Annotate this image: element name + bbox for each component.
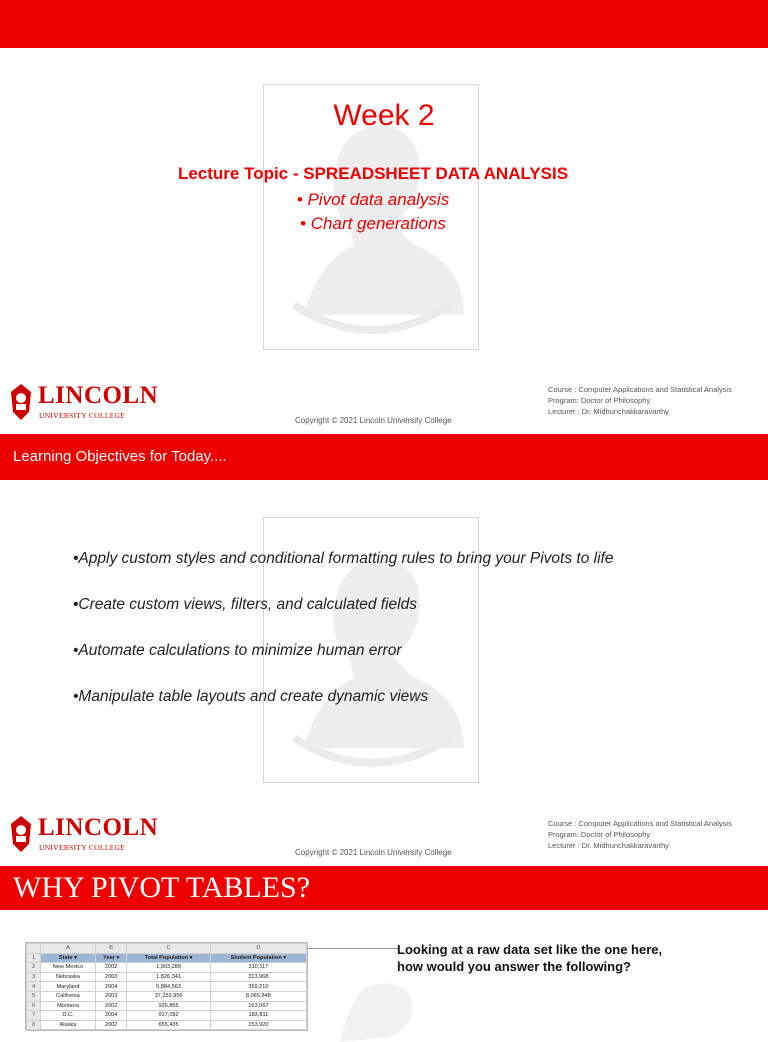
pivot-header-bar (0, 866, 768, 910)
table-row (27, 972, 307, 982)
cell: 313,968 (210, 972, 306, 982)
logo-subtitle: UNIVERSITY COLLEGE (39, 843, 126, 852)
top-red-banner (0, 0, 768, 48)
slide-week-2 (0, 0, 768, 432)
cell: 2003 (95, 972, 127, 982)
program-line: Program: Doctor of Philosophy (548, 830, 651, 839)
column-letter: A (41, 944, 96, 954)
filter-dropdown-icon: ▾ (283, 954, 287, 961)
lincoln-logo (8, 380, 159, 426)
lecture-topic: Lecture Topic - SPREADSHEET DATA ANALYSIS (177, 164, 569, 183)
filter-dropdown-icon: ▾ (74, 954, 77, 961)
copyright: Copyright © 2021 Lincoln University College (295, 848, 452, 857)
logo-wordmark: LINCOLN (38, 814, 159, 841)
program-line: Program: Doctor of Philosophy (548, 396, 651, 405)
objective-item: •Create custom views, filters, and calculated fields (73, 596, 417, 613)
field-header-total-population (127, 953, 210, 963)
lincoln-logo (8, 812, 159, 858)
cell: 926,865 (127, 1001, 210, 1011)
cell: New Mexico (41, 963, 96, 973)
cell: 2002 (95, 1001, 127, 1011)
cell: 183,811 (210, 1011, 306, 1021)
raw-data-spreadsheet (25, 942, 308, 1031)
cell: 8,065,848 (210, 991, 306, 1001)
cell: 1,903,289 (127, 963, 210, 973)
row-number: 5 (27, 991, 41, 1001)
row-number: 6 (27, 1001, 41, 1011)
topic-bullet-chart: • Chart generations (300, 214, 446, 233)
callout-line (308, 948, 398, 949)
cell: Nebraska (41, 972, 96, 982)
objective-item: •Apply custom styles and conditional formatting rules to bring your Pivots to life (73, 550, 614, 567)
lion-crest-icon (8, 814, 34, 854)
table-row (27, 1001, 307, 1011)
cell: 310,117 (210, 963, 306, 973)
cell: Maryland (41, 982, 96, 992)
objectives-heading: Learning Objectives for Today.... (13, 448, 227, 465)
table-row (27, 982, 307, 992)
filter-dropdown-icon: ▾ (116, 954, 120, 961)
column-letter: D (210, 944, 306, 954)
row-number: 8 (27, 1020, 41, 1030)
field-header-state (41, 953, 96, 963)
objective-item: •Automate calculations to minimize human error (73, 642, 402, 659)
table-row (27, 963, 307, 973)
cell: 153,920 (210, 1020, 306, 1030)
lion-crest-icon (8, 382, 34, 422)
cell: 163,067 (210, 1001, 306, 1011)
field-header-label: Year (103, 954, 115, 961)
course-info (548, 818, 732, 851)
course-info (548, 384, 732, 417)
copyright: Copyright © 2021 Lincoln University College (295, 416, 452, 425)
column-letter: C (127, 944, 210, 954)
cell: 5,884,563 (127, 982, 210, 992)
corner-cell (27, 944, 41, 954)
field-header-year (95, 953, 127, 963)
field-header-label: Student Population (230, 954, 282, 961)
cell: 2004 (95, 982, 127, 992)
cell: Montana (41, 1001, 96, 1011)
bust-watermark-icon (274, 548, 470, 784)
cell: 2002 (95, 1020, 127, 1030)
lecturer-line: Lecturer : Dr. Midhunchakkaravarthy (548, 407, 669, 416)
table-row (27, 1020, 307, 1030)
cell: 917,092 (127, 1011, 210, 1021)
field-header-student-population (210, 953, 306, 963)
cell: 655,435 (127, 1020, 210, 1030)
question-text: Looking at a raw data set like the one here, how would you answer the following? (397, 942, 663, 974)
course-line: Course : Computer Applications and Statistical Analysis (548, 385, 732, 394)
cell: 2003 (95, 991, 127, 1001)
cell: Alaska (41, 1020, 96, 1030)
objectives-header-bar (0, 434, 768, 480)
week-title: Week 2 (333, 99, 435, 132)
cell: California (41, 991, 96, 1001)
pivot-heading: WHY PIVOT TABLES? (13, 871, 311, 904)
logo-wordmark: LINCOLN (38, 382, 159, 409)
row-number: 4 (27, 982, 41, 992)
cell: 37,253,956 (127, 991, 210, 1001)
logo-subtitle: UNIVERSITY COLLEGE (39, 411, 126, 420)
cell: 1,826,341 (127, 972, 210, 982)
objective-item: •Manipulate table layouts and create dynamic views (73, 688, 429, 705)
cell: 2004 (95, 1011, 127, 1021)
table-row (27, 1011, 307, 1021)
cell: 2002 (95, 963, 127, 973)
field-header-label: State (58, 954, 73, 961)
raw-data-table (26, 943, 307, 1030)
row-number: 3 (27, 972, 41, 982)
bust-watermark-icon (320, 982, 450, 1042)
row-number: 1 (27, 953, 41, 963)
row-number: 7 (27, 1011, 41, 1021)
course-line: Course : Computer Applications and Statistical Analysis (548, 819, 732, 828)
column-letter: B (95, 944, 127, 954)
field-header-label: Total Population (144, 954, 189, 961)
topic-bullet-pivot: • Pivot data analysis (296, 190, 450, 209)
cell: D.C. (41, 1011, 96, 1021)
filter-dropdown-icon: ▾ (189, 954, 193, 961)
row-number: 2 (27, 963, 41, 973)
slide-why-pivot-tables (0, 862, 768, 1029)
slide-learning-objectives (0, 432, 768, 862)
table-row (27, 991, 307, 1001)
lecturer-line: Lecturer : Dr. Midhunchakkaravarthy (548, 841, 669, 850)
cell: 359,210 (210, 982, 306, 992)
